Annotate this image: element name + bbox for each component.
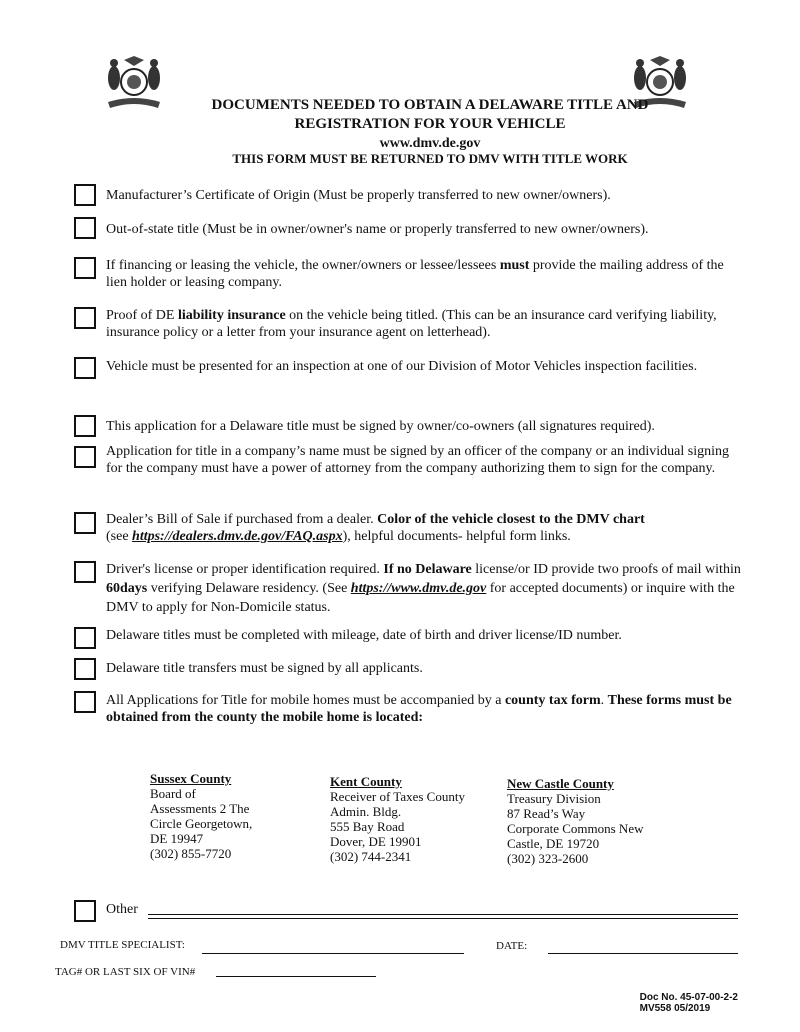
checkbox-other[interactable]: [74, 900, 96, 922]
checkbox-vehicle-inspection[interactable]: [74, 357, 96, 379]
other-input-line[interactable]: [148, 914, 738, 915]
item-title-completion: Delaware titles must be completed with mileage, date of birth and driver license/ID number.: [106, 628, 622, 643]
checkbox-drivers-license[interactable]: [74, 561, 96, 583]
item-owner-signatures: This application for a Delaware title must be signed by owner/co-owners (all signatures required).: [106, 419, 655, 434]
item-liability-insurance: Proof of DE liability insurance on the vehicle being titled. (This can be an insurance card verifying liability, insurance policy or a letter from your insurance agent on letterhead).: [106, 308, 717, 340]
dealers-faq-link[interactable]: https://dealers.dmv.de.gov/FAQ.aspx: [132, 529, 343, 544]
item-dealer-bill-of-sale: Dealer’s Bill of Sale if purchased from a dealer. Color of the vehicle closest to the DMV chart (see https://dealers.dmv.de.gov/FAQ.aspx), helpful documents- helpful form links.: [106, 512, 645, 544]
item-company-title: Application for title in a company’s name must be signed by an officer of the company or an individual signing for the company must have a power of attorney from the company authorizing them to sign for the company.: [106, 444, 729, 476]
checkbox-transfer-signatures[interactable]: [74, 658, 96, 680]
county-new-castle: New Castle County Treasury Division 87 Read’s Way Corporate Commons New Castle, DE 19720 (302) 323-2600: [507, 776, 677, 866]
date-label: DATE:: [496, 940, 528, 952]
county-sussex: Sussex County Board of Assessments 2 The Circle Georgetown, DE 19947 (302) 855-7720: [150, 771, 290, 861]
document-number: Doc No. 45-07-00-2-2 MV558 05/2019: [639, 992, 738, 1014]
other-label: Other: [106, 902, 138, 917]
return-notice: THIS FORM MUST BE RETURNED TO DMV WITH TITLE WORK: [232, 151, 628, 166]
checkbox-owner-signatures[interactable]: [74, 415, 96, 437]
other-input-line-2: [148, 918, 738, 919]
checkbox-certificate-of-origin[interactable]: [74, 184, 96, 206]
tag-vin-label: TAG# OR LAST SIX OF VIN#: [55, 966, 196, 978]
form-title-line-1: DOCUMENTS NEEDED TO OBTAIN A DELAWARE TITLE AND: [211, 97, 649, 113]
item-vehicle-inspection: Vehicle must be presented for an inspection at one of our Division of Motor Vehicles inspection facilities.: [106, 359, 698, 374]
specialist-signature-line[interactable]: [202, 953, 464, 954]
website-link[interactable]: www.dmv.de.gov: [379, 136, 481, 151]
checkbox-title-completion[interactable]: [74, 627, 96, 649]
county-name: Sussex County: [150, 771, 232, 786]
checkbox-liability-insurance[interactable]: [74, 307, 96, 329]
item-lien-holder: If financing or leasing the vehicle, the owner/owners or lessee/lessees must provide the mailing address of the lien holder or leasing company.: [106, 258, 724, 290]
checkbox-out-of-state-title[interactable]: [74, 217, 96, 239]
item-mobile-homes: All Applications for Title for mobile homes must be accompanied by a county tax form. These forms must be obtained from the county the mobile home is located:: [106, 693, 732, 725]
tag-vin-input-line[interactable]: [216, 976, 376, 977]
item-drivers-license: Driver's license or proper identification required. If no Delaware license/or ID provide two proofs of mail within 60days verifying Delaware residency. (See https://www.dmv.de.gov for accepted documents) or inquire with the DMV to apply for Non-Domicile status.: [106, 562, 741, 615]
county-name: Kent County: [330, 774, 402, 789]
specialist-label: DMV TITLE SPECIALIST:: [60, 939, 185, 951]
item-transfer-signatures: Delaware title transfers must be signed by all applicants.: [106, 661, 423, 676]
item-out-of-state-title: Out-of-state title (Must be in owner/owner's name or properly transferred to new owner/owners).: [106, 222, 649, 237]
county-kent: Kent County Receiver of Taxes County Admin. Bldg. 555 Bay Road Dover, DE 19901 (302) 744-2341: [330, 774, 500, 864]
checkbox-company-title[interactable]: [74, 446, 96, 468]
item-certificate-of-origin: Manufacturer’s Certificate of Origin (Must be properly transferred to new owner/owners).: [106, 188, 611, 203]
form-title-line-2: REGISTRATION FOR YOUR VEHICLE: [294, 116, 566, 132]
date-input-line[interactable]: [548, 953, 738, 954]
dmv-website-link[interactable]: https://www.dmv.de.gov: [350, 581, 487, 596]
checkbox-dealer-bill-of-sale[interactable]: [74, 512, 96, 534]
checkbox-mobile-homes[interactable]: [74, 691, 96, 713]
county-name: New Castle County: [507, 776, 614, 791]
checkbox-lien-holder[interactable]: [74, 257, 96, 279]
